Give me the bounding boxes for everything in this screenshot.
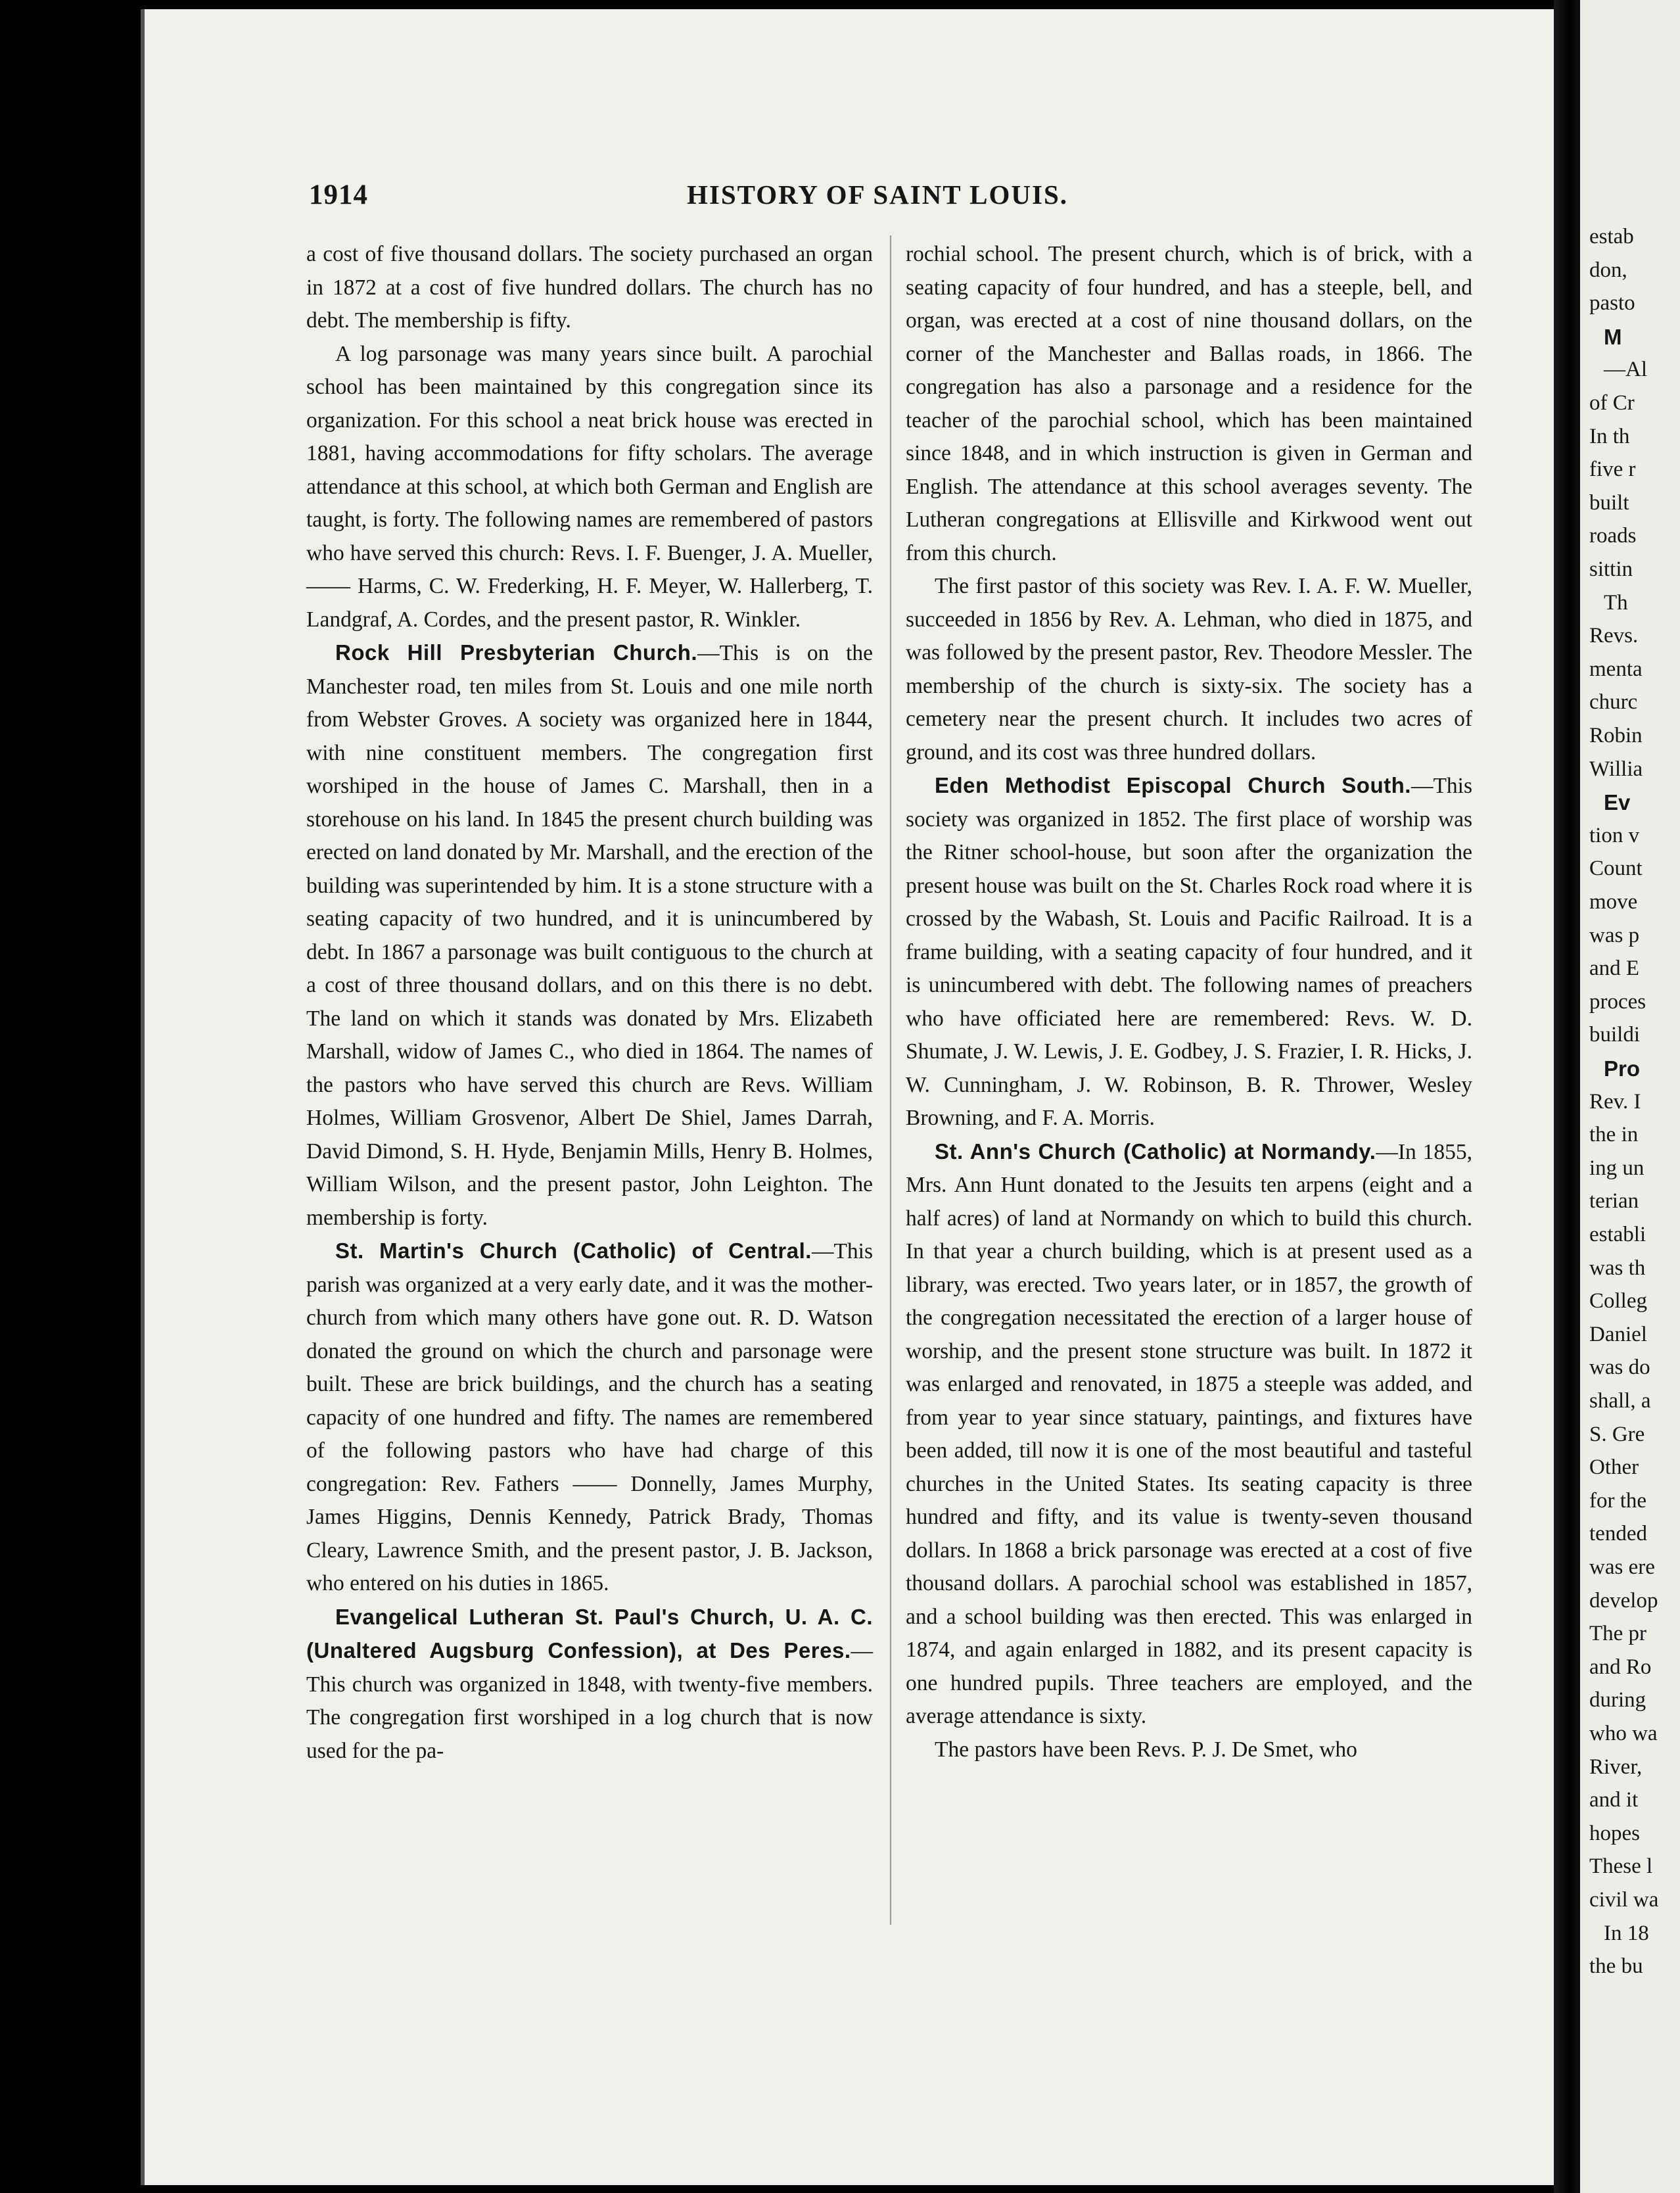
next-page-line: move xyxy=(1589,890,1638,914)
next-page-line: was p xyxy=(1589,923,1640,947)
next-page-line: during xyxy=(1589,1688,1646,1712)
next-page-line: and it xyxy=(1589,1788,1639,1812)
next-page-line: M xyxy=(1604,324,1622,349)
next-page-line: estab xyxy=(1589,225,1634,248)
paragraph-body: —This parish was organized at a very early date, and it was the mother-church from which many others have gone out. R. D. Watson donated the ground on which the church and parsonage were built. These are brick buildings, and the church has a seating capacity of one hundred and fifty. The names are remembered of the following pastors who have had charge of this congregation: Rev. Fathers —— Donnelly, James Murphy, James Higgins, Dennis Kennedy, Patrick Brady, Thomas Cleary, Lawrence Smith, and the present pastor, J. B. Jackson, who entered on his duties in 1865. xyxy=(306,1239,873,1595)
section-heading: Rock Hill Presbyterian Church. xyxy=(335,640,698,665)
left-column xyxy=(306,238,873,1768)
next-page-line: was do xyxy=(1589,1356,1650,1380)
paragraph-body: —In 1855, Mrs. Ann Hunt donated to the Jesuits ten arpens (eight and a half acres) of land at Normandy on which to build this church. In that year a church building, which is at present used as a library, was erected. Two years later, or in 1857, the growth of the congregation necessitated the erection of a larger house of worship, and the present stone structure was built. In 1872 it was enlarged and renovated, in 1875 a steeple was added, and from year to year since statuary, paintings, and fixtures have been added, till now it is one of the most beautiful and tasteful churches in the United States. Its seating capacity is three hundred and fifty, and its value is twenty-seven thousand dollars. In 1868 a brick parsonage was erected at a cost of five thousand dollars. A parochial school was established in 1857, and a school building was then erected. This was enlarged in 1874, and again enlarged in 1882, and its present capacity is one hundred pupils. Three teachers are employed, and the average attendance is sixty. xyxy=(906,1139,1472,1728)
next-page-line: The pr xyxy=(1589,1622,1647,1646)
next-page-line: sittin xyxy=(1589,557,1633,581)
next-page-line: Pro xyxy=(1604,1056,1641,1081)
next-page-line: civil wa xyxy=(1589,1888,1659,1912)
next-page-line: tion v xyxy=(1589,823,1640,847)
next-page-line: menta xyxy=(1589,657,1643,681)
next-page-line: buildi xyxy=(1589,1023,1641,1047)
next-page-line: the bu xyxy=(1589,1954,1643,1979)
next-page-edge xyxy=(1580,0,1680,2193)
running-head: HISTORY OF SAINT LOUIS. xyxy=(687,179,1069,210)
next-page-line: In th xyxy=(1589,424,1630,448)
right-column xyxy=(906,238,1472,1766)
next-page-line: ing un xyxy=(1589,1156,1645,1180)
next-page-line: Revs. xyxy=(1589,624,1639,648)
paragraph xyxy=(306,636,873,1235)
next-page-line: for the xyxy=(1589,1488,1647,1513)
paragraph: rochial school. The present church, which is of brick, with a seating capacity of four hundred, and has a steeple, bell, and organ, was erected at a cost of nine thousand dollars, on the corner of the Manchester and Ballas roads, in 1866. The congregation has also a parsonage and a residence for the teacher of the parochial school, which has been maintained since 1848, and in which instruction is given in German and English. The attendance at this school averages seventy. The Lutheran congregations at Ellisville and Kirkwood went out from this church. xyxy=(906,242,1472,565)
next-page-line: River, xyxy=(1589,1755,1643,1779)
next-page-line: churc xyxy=(1589,690,1638,715)
paragraph-body: —This church was organized in 1848, with twenty-five members. The congregation first worshiped in a log church that is now used for the pa- xyxy=(306,1639,873,1763)
next-page-line: shall, a xyxy=(1589,1389,1651,1413)
page-header xyxy=(309,179,1492,218)
next-page-line: proces xyxy=(1589,989,1646,1014)
next-page-line: was th xyxy=(1589,1256,1646,1280)
next-page-line: and E xyxy=(1589,956,1640,981)
next-page-line: Th xyxy=(1604,590,1628,615)
next-page-line: built xyxy=(1589,490,1629,515)
next-page-line: hopes xyxy=(1589,1821,1640,1845)
next-page-line: pasto xyxy=(1589,291,1635,316)
next-page-line: Robin xyxy=(1589,724,1643,747)
next-page-line: These l xyxy=(1589,1854,1653,1879)
next-page-line: terian xyxy=(1589,1189,1639,1214)
section-heading: Eden Methodist Episcopal Church South. xyxy=(935,773,1411,797)
column-divider xyxy=(890,235,891,1925)
paragraph xyxy=(306,1235,873,1601)
next-page-line: and Ro xyxy=(1589,1655,1652,1679)
next-page-line: develop xyxy=(1589,1588,1658,1613)
next-page-line: was ere xyxy=(1589,1555,1655,1579)
paragraph: The first pastor of this society was Rev. I. A. F. W. Mueller, succeeded in 1856 by Rev. A. Lehman, who died in 1875, and was followed by the present pastor, Rev. Theodore Messler. The membership of the church is sixty-six. The society has a cemetery near the present church. It includes two acres of ground, and its cost was three hundred dollars. xyxy=(906,574,1472,765)
next-page-line: who wa xyxy=(1589,1722,1658,1745)
next-page-line: of Cr xyxy=(1589,391,1635,415)
next-page-line: roads xyxy=(1589,524,1637,548)
next-page-line: Willia xyxy=(1589,757,1643,781)
section-heading: St. Martin's Church (Catholic) of Central. xyxy=(335,1238,812,1263)
paragraph-body: —This society was organized in 1852. The first place of worship was the Ritner school-house, but soon after the organization the present house was built on the St. Charles Rock road where it is crossed by the Wabash, St. Louis and Pacific Railroad. It is a frame building, with a seating capacity of four hundred, and it is unincumbered with debt. The following names of preachers who have officiated here are remembered: Revs. W. D. Shumate, J. W. Lewis, J. E. Godbey, J. S. Frazier, I. R. Hicks, J. W. Cunningham, J. W. Robinson, B. R. Thrower, Wesley Browning, and F. A. Morris. xyxy=(906,774,1472,1130)
next-page-line: Rev. I xyxy=(1589,1089,1641,1114)
next-page-line: establi xyxy=(1589,1223,1646,1246)
next-page-line: Other xyxy=(1589,1455,1639,1480)
section-heading: Evangelical Lutheran St. Paul's Church, U. A. C. (Unaltered Augsburg Confession), at Des Peres. xyxy=(306,1604,873,1662)
paragraph-body: —This is on the Manchester road, ten miles from St. Louis and one mile north from Webster Groves. A society was organized here in 1844, with nine constituent members. The congregation first worshiped in the house of James C. Marshall, then in a storehouse on his land. In 1845 the present church building was erected on land donated by Mr. Marshall, and the erection of the building was superintended by him. It is a stone structure with a seating capacity of two hundred, and it is unincumbered by debt. In 1867 a parsonage was built contiguous to the church at a cost of three thousand dollars, and on this there is no debt. The land on which it stands was donated by Mrs. Elizabeth Marshall, widow of James C., who died in 1864. The names of the pastors who have served this church are Revs. William Holmes, William Grosvenor, Albert De Shiel, James Darrah, David Dimond, S. H. Hyde, Benjamin Mills, Henry B. Holmes, William Wilson, and the present pastor, John Leighton. The membership is forty. xyxy=(306,641,873,1230)
next-page-line: —Al xyxy=(1604,358,1647,382)
next-page-line: don, xyxy=(1589,258,1627,282)
paragraph: a cost of five thousand dollars. The society purchased an organ in 1872 at a cost of five hundred dollars. The church has no debt. The membership is fifty. xyxy=(306,242,873,333)
next-page-line: Colleg xyxy=(1589,1289,1647,1313)
next-page-line: five r xyxy=(1589,458,1636,482)
next-page-line: Count xyxy=(1589,857,1643,881)
next-page-line: the in xyxy=(1589,1123,1639,1147)
paragraph xyxy=(906,1135,1472,1733)
next-page-line: tended xyxy=(1589,1522,1647,1546)
paragraph: A log parsonage was many years since built. A parochial school has been maintained by this congregation since its organization. For this school a neat brick house was erected in 1881, having accommodations for fifty scholars. The average attendance at this school, at which both German and English are taught, is forty. The following names are remembered of pastors who have served this church: Revs. I. F. Buenger, J. A. Mueller, —— Harms, C. W. Frederking, H. F. Meyer, W. Hallerberg, T. Landgraf, A. Cordes, and the present pastor, R. Winkler. xyxy=(306,341,873,632)
next-page-line: Ev xyxy=(1604,790,1631,815)
next-page-line: In 18 xyxy=(1604,1921,1649,1945)
paragraph xyxy=(906,769,1472,1135)
page-number: 1914 xyxy=(309,179,368,210)
next-page-line: Daniel xyxy=(1589,1322,1647,1346)
paragraph xyxy=(306,1601,873,1768)
book-gutter xyxy=(1554,0,1580,2193)
section-heading: St. Ann's Church (Catholic) at Normandy. xyxy=(935,1139,1376,1164)
paragraph: The pastors have been Revs. P. J. De Smet, who xyxy=(935,1737,1357,1762)
next-page-line: S. Gre xyxy=(1589,1422,1645,1446)
